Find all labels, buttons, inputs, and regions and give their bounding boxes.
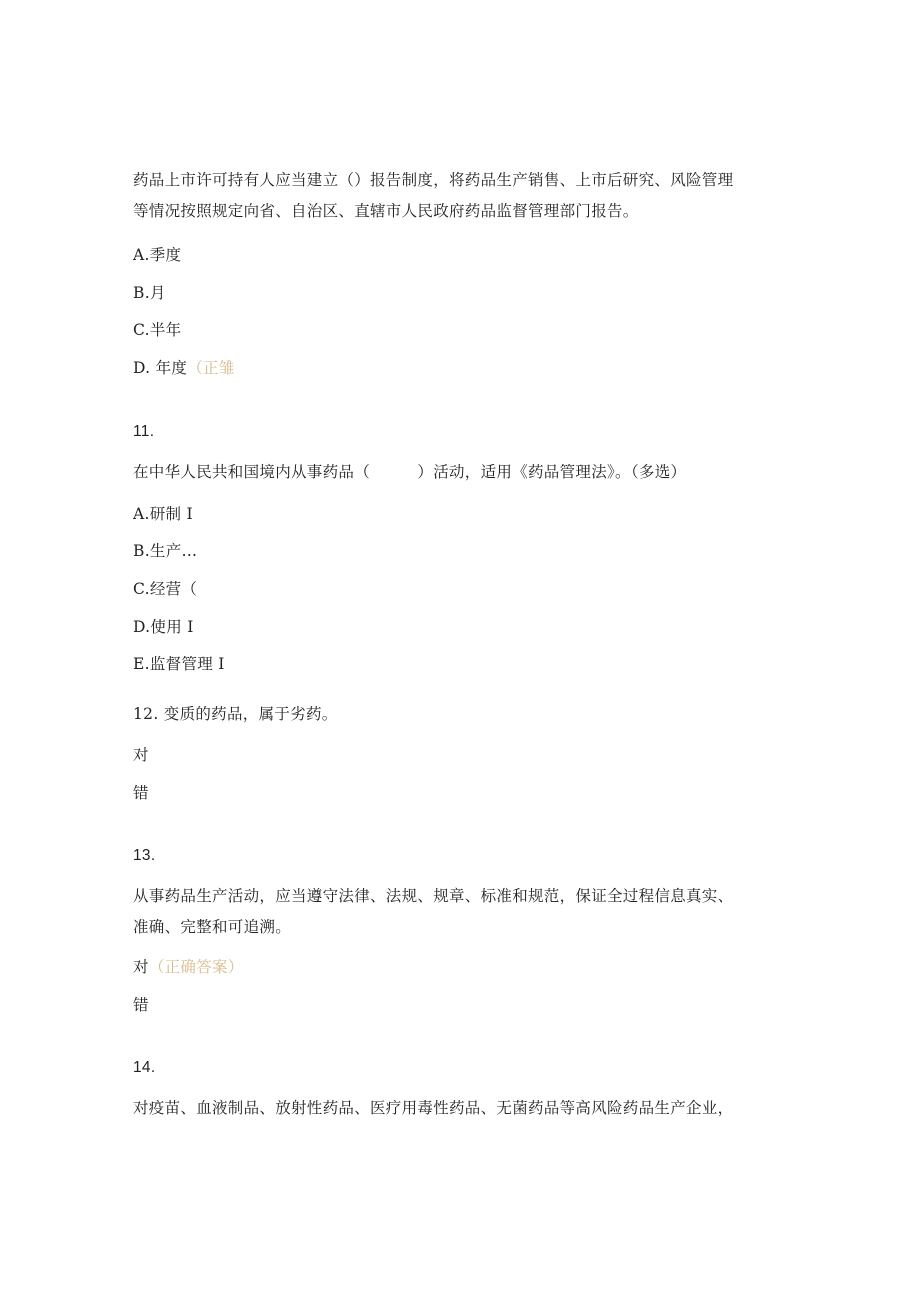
q13-number: 13. [133, 847, 156, 864]
q10-option-c[interactable]: C.半年 [133, 321, 182, 339]
q12-option-true[interactable]: 对 [133, 746, 149, 764]
q13-stem-line2: 准确、完整和可追溯。 [133, 918, 292, 936]
q11-option-b[interactable]: B.生产… [133, 542, 198, 560]
q14-stem-line1: 对疫苗、血液制品、放射性药品、医疗用毒性药品、无菌药品等高风险药品生产企业， [133, 1099, 734, 1117]
q11-number: 11. [133, 423, 155, 440]
q13-option-false[interactable]: 错 [133, 996, 149, 1014]
q12-stem: 12. 变质的药品，属于劣药。 [133, 705, 338, 723]
q11-option-a[interactable]: A.研制 I [133, 505, 193, 523]
q10-option-b[interactable]: B.月 [133, 284, 166, 302]
q13-stem-line1: 从事药品生产活动，应当遵守法律、法规、规章、标准和规范，保证全过程信息真实、 [133, 887, 734, 905]
q12-option-false[interactable]: 错 [133, 784, 149, 802]
q11-option-c[interactable]: C.经营（ [133, 580, 198, 598]
q10-stem-line2: 等情况按照规定向省、自治区、直辖市人民政府药品监督管理部门报告。 [133, 202, 639, 220]
q13-option-true[interactable] [133, 957, 244, 977]
q10-option-d-label: D. 年度 [133, 359, 188, 377]
q13-option-true-label: 对 [133, 958, 149, 976]
q10-option-d[interactable] [133, 358, 235, 378]
q13-answer-mark: （正确答案） [148, 958, 244, 976]
q11-option-d[interactable]: D.使用 I [133, 618, 194, 636]
q14-number: 14. [133, 1059, 156, 1076]
q10-stem-line1: 药品上市许可持有人应当建立（）报告制度，将药品生产销售、上市后研究、风险管理 [133, 171, 734, 189]
q10-answer-mark: （正雏 [187, 359, 235, 377]
q10-option-a[interactable]: A.季度 [133, 246, 182, 264]
q11-option-e[interactable]: E.监督管理 I [133, 655, 225, 673]
q11-stem: 在中华人民共和国境内从事药品（ ）活动，适用《药品管理法》。（多选） [133, 463, 687, 481]
